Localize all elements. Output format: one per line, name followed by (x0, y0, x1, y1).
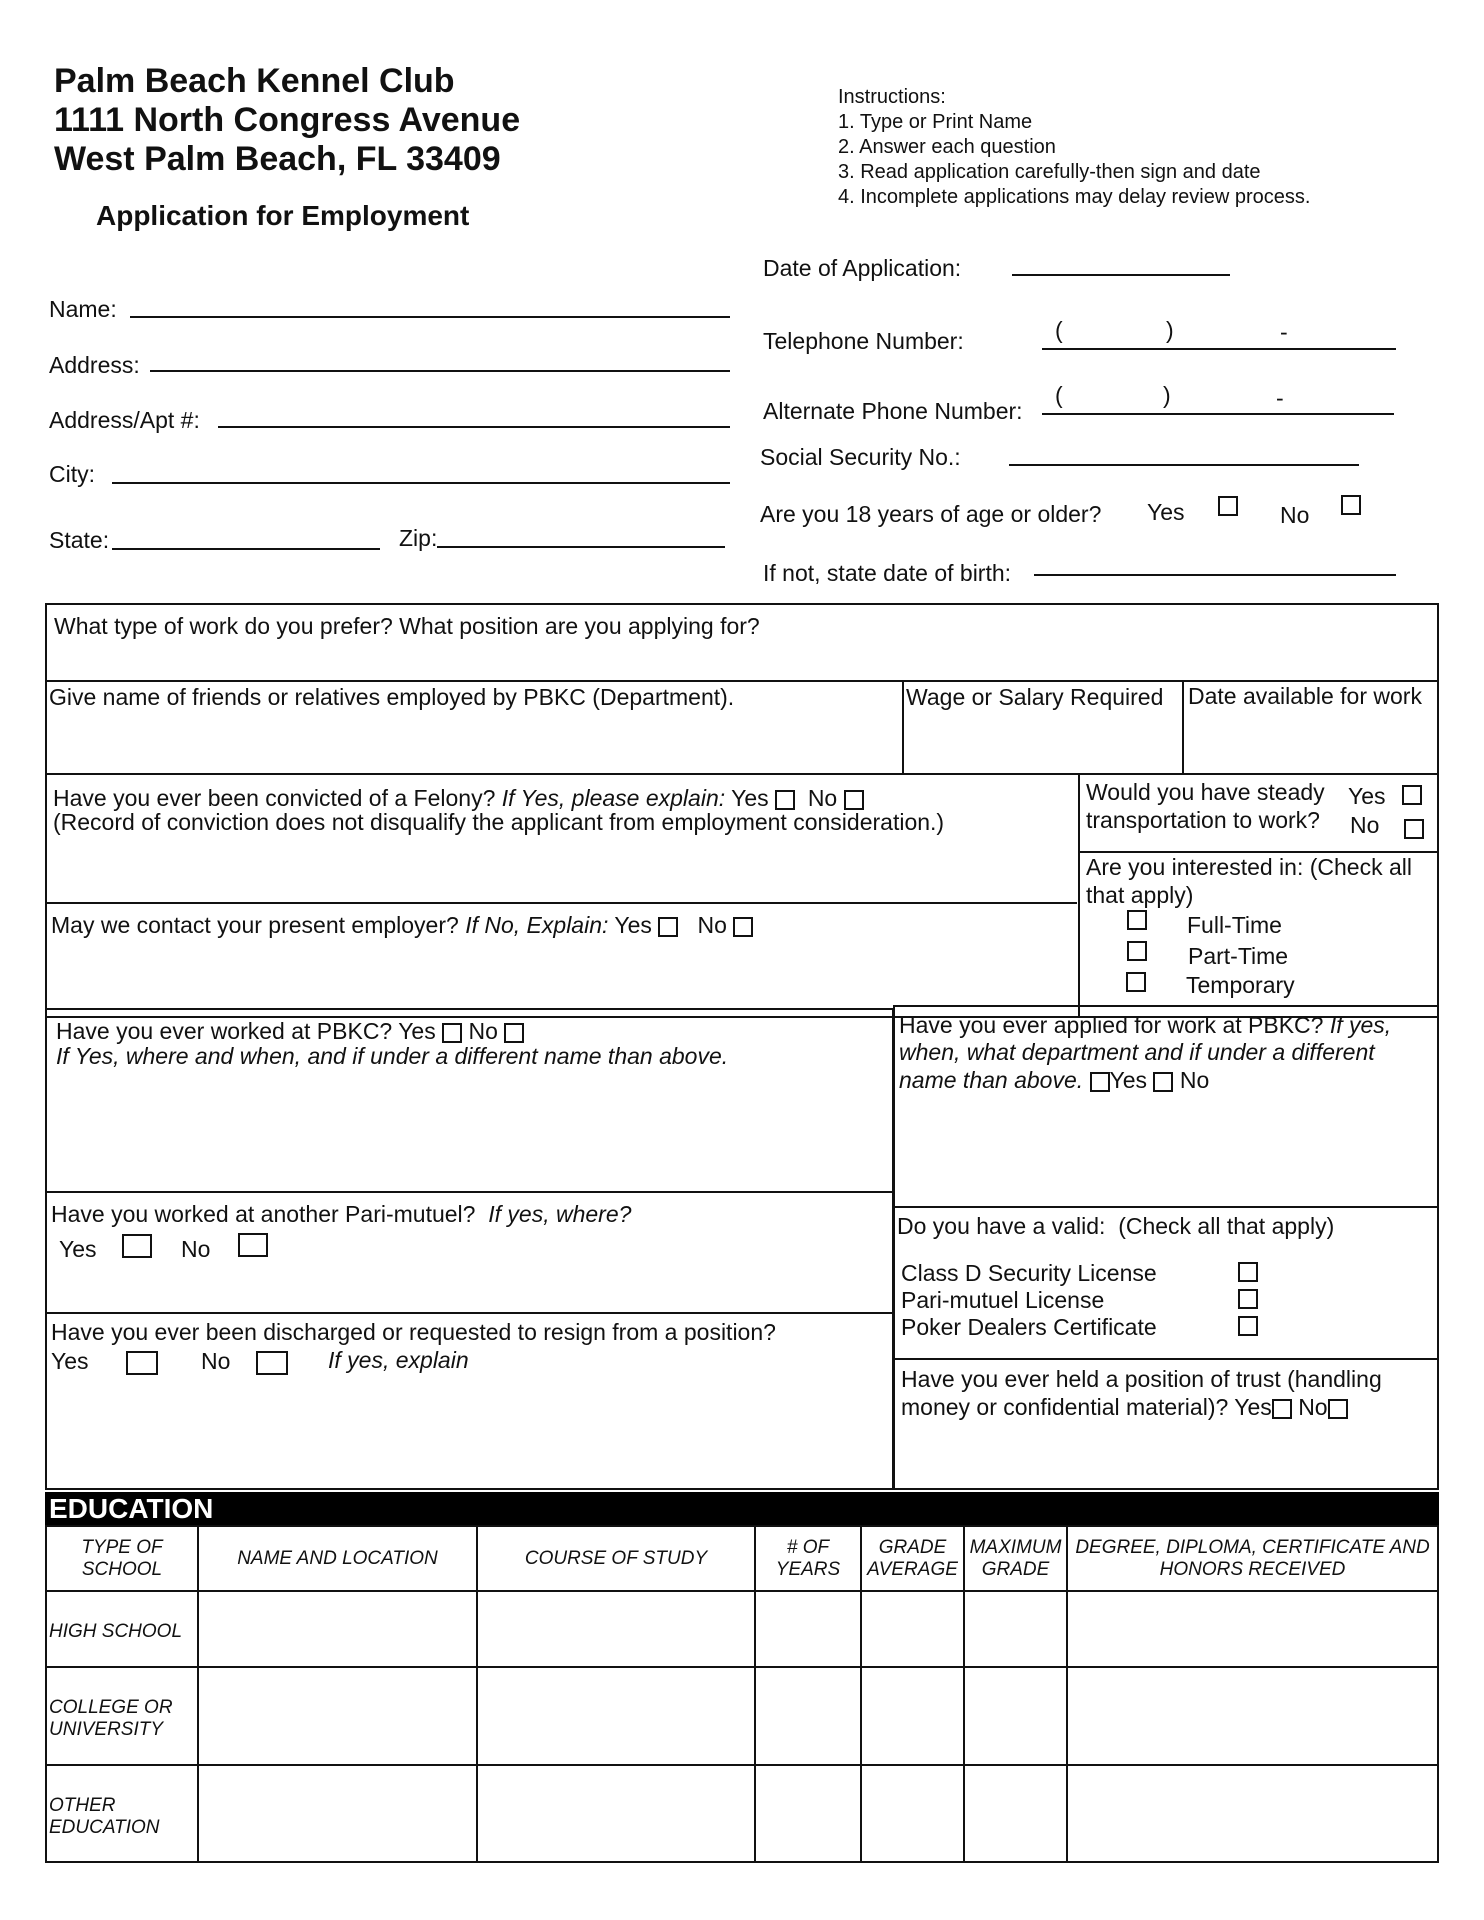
discharged-no-label: No (201, 1348, 231, 1374)
instructions-heading: Instructions: (838, 86, 946, 108)
transport-question-line1: Would you have steady (1086, 779, 1325, 805)
interest-question-line2: that apply) (1086, 882, 1194, 908)
state-field[interactable] (112, 548, 380, 550)
telephone-label: Telephone Number: (763, 328, 964, 354)
transport-question-line2: transportation to work? (1086, 807, 1320, 833)
phone-dash: - (1280, 319, 1288, 345)
zip-label: Zip: (399, 525, 438, 551)
trust-no-label: No (1298, 1394, 1328, 1420)
city-field[interactable] (112, 482, 730, 484)
license-class-d-label: Class D Security License (901, 1260, 1157, 1286)
part-time-checkbox[interactable] (1127, 941, 1147, 961)
instruction-item: 3. Read application carefully-then sign and date (838, 161, 1261, 183)
state-label: State: (49, 527, 110, 553)
ssn-field[interactable] (1009, 464, 1359, 466)
row-college-university: COLLEGE OR UNIVERSITY (49, 1697, 173, 1740)
discharged-yes-label: Yes (51, 1348, 89, 1374)
full-time-checkbox[interactable] (1127, 910, 1147, 930)
row-other-education: OTHER EDUCATION (49, 1795, 160, 1838)
education-header: EDUCATION (45, 1492, 1439, 1526)
worked-pbkc-detail: If Yes, where and when, and if under a different name than above. (56, 1043, 729, 1069)
address-field[interactable] (150, 370, 730, 372)
dob-field[interactable] (1034, 574, 1396, 576)
contact-yes-label: Yes (614, 912, 652, 938)
applied-pbkc-line3: name than above. Yes No (899, 1067, 1210, 1093)
col-grade-average: GRADE AVERAGE (867, 1536, 958, 1580)
instructions (838, 85, 1310, 210)
col-type-of-school: TYPE OF SCHOOL (81, 1536, 163, 1580)
parimutuel-yes-label: Yes (59, 1236, 97, 1262)
temporary-label: Temporary (1186, 972, 1295, 998)
age-yes-label: Yes (1147, 499, 1185, 525)
name-field[interactable] (130, 316, 730, 318)
area-code-open: ( (1055, 317, 1063, 343)
parimutuel-no-label: No (181, 1236, 211, 1262)
full-time-label: Full-Time (1187, 912, 1282, 938)
transport-yes-checkbox[interactable] (1402, 785, 1422, 805)
address-apt-field[interactable] (218, 426, 730, 428)
wage-label: Wage or Salary Required (906, 684, 1164, 710)
zip-field[interactable] (437, 546, 725, 548)
date-of-application-field[interactable] (1012, 274, 1230, 276)
applied-no-label: No (1179, 1067, 1210, 1093)
date-available-label: Date available for work (1188, 683, 1422, 709)
area-code-close: ) (1166, 317, 1174, 343)
trust-question-line2: money or confidential material)? Yes No (901, 1393, 1348, 1421)
ssn-label: Social Security No.: (760, 444, 961, 470)
telephone-field[interactable] (1042, 348, 1396, 350)
applied-yes-checkbox[interactable] (1090, 1072, 1110, 1092)
applied-no-checkbox[interactable] (1153, 1072, 1173, 1092)
felony-question: Have you ever been convicted of a Felony? If Yes, please explain: Yes No (53, 784, 864, 812)
alt-area-code-open: ( (1055, 382, 1063, 408)
col-name-location: NAME AND LOCATION (237, 1547, 438, 1569)
age-yes-checkbox[interactable] (1218, 496, 1238, 516)
discharged-explain: If yes, explain (328, 1347, 469, 1373)
contact-no-label: No (697, 912, 727, 938)
parimutuel-question: Have you worked at another Pari-mutuel? If yes, where? (51, 1201, 632, 1227)
instruction-item: 4. Incomplete applications may delay review process. (838, 186, 1311, 208)
instruction-item: 1. Type or Print Name (838, 111, 1033, 133)
temporary-checkbox[interactable] (1126, 972, 1146, 992)
age-question: Are you 18 years of age or older? (760, 501, 1102, 527)
contact-employer-question: May we contact your present employer? If No, Explain: Yes No (51, 911, 753, 939)
valid-question: Do you have a valid: (Check all that apply) (897, 1213, 1335, 1239)
worked-pbkc-question: Have you ever worked at PBKC? Yes No (56, 1017, 524, 1045)
org-address-line2: West Palm Beach, FL 33409 (54, 140, 501, 178)
applied-pbkc-line2: when, what department and if under a different (899, 1039, 1375, 1065)
worked-pbkc-no-checkbox[interactable] (504, 1023, 524, 1043)
license-poker-checkbox[interactable] (1238, 1316, 1258, 1336)
felony-note: (Record of conviction does not disqualify the applicant from employment consideration.) (53, 809, 945, 835)
worked-pbkc-no-label: No (468, 1018, 498, 1044)
trust-yes-label: Yes (1234, 1394, 1272, 1420)
parimutuel-no-checkbox[interactable] (238, 1233, 268, 1257)
alt-area-code-close: ) (1163, 382, 1171, 408)
applied-pbkc-line1: Have you ever applied for work at PBKC? If yes, (899, 1012, 1392, 1038)
parimutuel-yes-checkbox[interactable] (122, 1234, 152, 1258)
address-label: Address: (49, 352, 140, 378)
license-poker-label: Poker Dealers Certificate (901, 1314, 1157, 1340)
alt-phone-dash: - (1276, 385, 1284, 411)
col-maximum-grade: MAXIMUM GRADE (969, 1536, 1062, 1580)
felony-no-label: No (807, 785, 838, 811)
applied-yes-label: Yes (1109, 1067, 1148, 1093)
license-parimutuel-checkbox[interactable] (1238, 1289, 1258, 1309)
worked-pbkc-yes-checkbox[interactable] (442, 1023, 462, 1043)
friends-relatives-label: Give name of friends or relatives employed by PBKC (Department). (49, 684, 735, 710)
discharged-no-checkbox[interactable] (256, 1351, 288, 1375)
col-years: # OF YEARS (775, 1536, 841, 1580)
transport-yes-label: Yes (1348, 783, 1386, 809)
trust-yes-checkbox[interactable] (1272, 1399, 1292, 1419)
license-parimutuel-label: Pari-mutuel License (901, 1287, 1105, 1313)
trust-question-line1: Have you ever held a position of trust (handling (901, 1366, 1382, 1392)
trust-no-checkbox[interactable] (1328, 1399, 1348, 1419)
city-label: City: (49, 461, 95, 487)
instruction-item: 2. Answer each question (838, 136, 1056, 158)
alt-phone-label: Alternate Phone Number: (763, 398, 1023, 424)
work-preference-question: What type of work do you prefer? What position are you applying for? (54, 613, 760, 639)
license-class-d-checkbox[interactable] (1238, 1262, 1258, 1282)
contact-no-checkbox[interactable] (733, 917, 753, 937)
transport-no-label: No (1350, 812, 1380, 838)
part-time-label: Part-Time (1188, 943, 1289, 969)
felony-no-checkbox[interactable] (844, 790, 864, 810)
worked-pbkc-yes-label: Yes (398, 1018, 436, 1044)
name-label: Name: (49, 296, 117, 322)
org-name: Palm Beach Kennel Club (54, 62, 455, 100)
org-address-line1: 1111 North Congress Avenue (54, 101, 521, 139)
interest-question-line1: Are you interested in: (Check all (1086, 854, 1412, 880)
age-no-label: No (1280, 502, 1310, 528)
row-high-school: HIGH SCHOOL (49, 1621, 183, 1642)
felony-yes-checkbox[interactable] (775, 790, 795, 810)
transport-no-checkbox[interactable] (1404, 819, 1424, 839)
alt-phone-field[interactable] (1042, 413, 1394, 415)
dob-label: If not, state date of birth: (763, 560, 1012, 586)
discharged-yes-checkbox[interactable] (126, 1351, 158, 1375)
col-degree-diploma: DEGREE, DIPLOMA, CERTIFICATE AND HONORS RECEIVED (1075, 1536, 1430, 1580)
felony-yes-label: Yes (731, 785, 769, 811)
contact-yes-checkbox[interactable] (658, 917, 678, 937)
form-title: Application for Employment (96, 200, 470, 231)
age-no-checkbox[interactable] (1341, 495, 1361, 515)
date-of-application-label: Date of Application: (763, 255, 962, 281)
address-apt-label: Address/Apt #: (49, 407, 200, 433)
col-course-of-study: COURSE OF STUDY (524, 1547, 708, 1569)
discharged-question: Have you ever been discharged or requested to resign from a position? (51, 1319, 776, 1345)
